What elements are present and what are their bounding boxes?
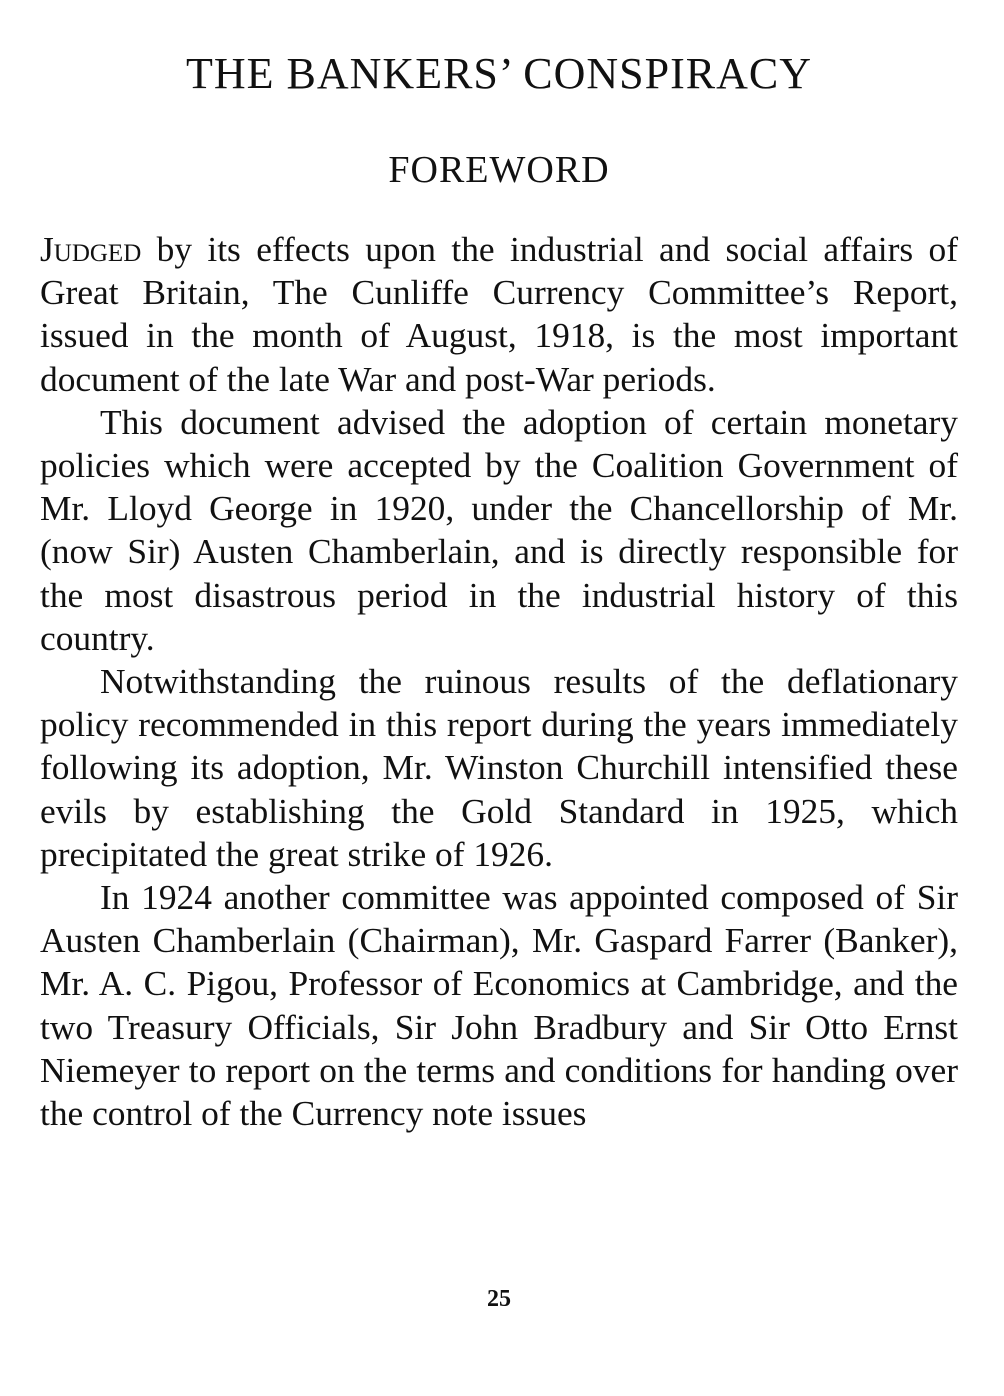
paragraph-1 xyxy=(40,228,958,401)
paragraph-2: This document advised the adoption of certain monetary policies which were accepted by the Coalition Government of Mr. Lloyd George in 1920, under the Chancellorship of Mr. (now Sir) Austen Chamberlain, and is directly responsible for the most disastrous period in the industrial history of this country. xyxy=(40,401,958,658)
running-head: THE BANKERS’ CONSPIRACY xyxy=(185,49,813,98)
paragraph-3: Notwithstanding the ruinous results of the deflationary policy recommended in this report during the years immediately following its adoption, Mr. Winston Churchill intensified these evils by establishing the Gold Standard in 1925, which precipitated the great strike of 1926. xyxy=(40,661,958,874)
paragraph-1-text: by its effects upon the industrial and social affairs of Great Britain, The Cunliffe Currency Committee’s Report, issued in the month of August, 1918, is the most important document of the late War and post-War periods. xyxy=(40,229,958,399)
paragraph-4: In 1924 another committee was appointed composed of Sir Austen Chamberlain (Chairman), Mr. Gaspard Farrer (Banker), Mr. A. C. Pigou, Professor of Economics at Cambridge, and the two Treasury Officials, Sir John Bradbury and Sir Otto Ernst Niemeyer to report on the terms and conditions for handing over the control of the Currency note issues xyxy=(40,877,958,1134)
body-text xyxy=(40,228,958,1135)
book-page xyxy=(40,0,958,1396)
page-number: 25 xyxy=(487,1286,511,1312)
paragraph-lead-smallcaps: Judged xyxy=(40,229,142,269)
section-title: FOREWORD xyxy=(388,149,610,191)
